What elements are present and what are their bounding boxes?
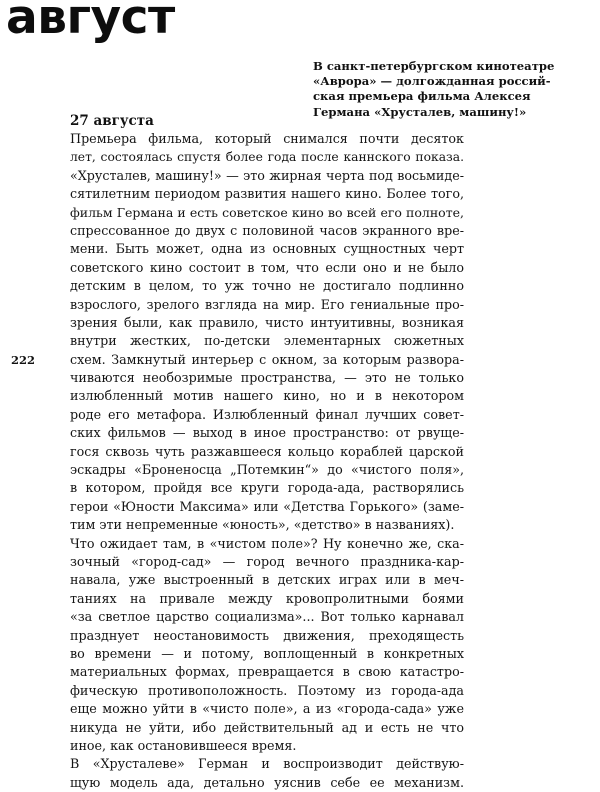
body-line: мени. Быть может, одна из основных сущностных черт (70, 241, 464, 257)
article-body (70, 130, 464, 792)
body-line: спрессованное до двух с половиной часов экранного вре- (70, 222, 464, 238)
body-line: еще можно уйти в «чисто поле», а из «города-сада» уже (70, 701, 464, 717)
month-heading: август (6, 0, 175, 45)
body-line: Что ожидает там, в «чистом поле»? Ну конечно же, ска- (70, 535, 464, 551)
body-line: «Хрусталев, машину!» — это жирная черта под восьмиде- (70, 167, 464, 183)
body-line: в котором, пройдя все круги города-ада, растворялись (70, 480, 464, 496)
body-line: схем. Замкнутый интерьер с окном, за которым развора- (70, 351, 464, 367)
entry-date: 27 августа (70, 113, 154, 129)
lead-line: ская премьера фильма Алексея (313, 89, 531, 104)
body-line: «за светлое царство социализма»... Вот только карнавал (70, 609, 464, 625)
body-line: фическую противоположность. Поэтому из города-ада (70, 682, 464, 698)
body-line: щую модель ада, детально уяснив себе ее механизм. (70, 774, 464, 790)
body-line: зрения были, как правило, чисто интуитивны, возникая (70, 314, 464, 330)
body-line: гося сквозь чуть разжавшееся кольцо кораблей царской (70, 443, 464, 459)
body-line: таниях на привале между кровопролитными боями (70, 590, 464, 606)
body-line: тим эти непременные «юность», «детство» в названиях). (70, 517, 455, 533)
body-line: внутри жестких, по-детски элементарных сюжетных (70, 333, 464, 349)
body-line: материальных формах, превращается в свою катастро- (70, 664, 464, 680)
body-line: советского кино состоит в том, что если оно и не было (70, 259, 464, 275)
body-line: ских фильмов — выход в иное пространство: от рвуще- (70, 425, 464, 441)
body-line: во времени — и потому, воплощенный в конкретных (70, 645, 464, 661)
body-line: взрослого, зрелого взгляда на мир. Его гениальные про- (70, 296, 464, 312)
lead-line: Германа «Хрусталев, машину!» (313, 104, 527, 119)
body-line: зочный «город-сад» — город вечного праздника-кар- (70, 553, 464, 569)
body-line: В «Хрусталеве» Герман и воспроизводит действую- (70, 756, 464, 772)
body-line: навала, уже выстроенный в детских играх или в меч- (70, 572, 464, 588)
body-line: эскадры «Броненосца „Потемкин“» до «чистого поля», (70, 462, 464, 478)
body-line: празднует неостановимость движения, преходящесть (70, 627, 464, 643)
body-line: фильм Германа и есть советское кино во всей его полноте, (70, 204, 464, 220)
page-number: 222 (11, 353, 36, 367)
body-line: лет, состоялась спустя более года после каннского показа. (70, 150, 464, 165)
lead-line: В санкт-петербургском кинотеатре (313, 59, 555, 73)
body-line: никуда не уйти, ибо действительный ад и есть не что (70, 719, 464, 735)
body-line: чиваются необозримые пространства, — это не только (70, 370, 464, 386)
body-line: сятилетним периодом развития нашего кино. Более того, (70, 186, 464, 202)
body-line: излюбленный мотив нашего кино, но и в некотором (70, 388, 464, 404)
body-line: иное, как остановившееся время. (70, 737, 297, 753)
lead-summary (313, 59, 555, 120)
body-line: роде его метафора. Излюбленный финал лучших совет- (70, 406, 464, 422)
body-line: Премьера фильма, который снимался почти десяток (70, 131, 464, 146)
body-line: герои «Юности Максима» или «Детства Горького» (заме- (70, 498, 464, 514)
lead-line: «Аврора» — долгожданная россий- (313, 74, 551, 89)
body-line: детским в целом, то уж точно не достигало подлинно (70, 278, 464, 294)
